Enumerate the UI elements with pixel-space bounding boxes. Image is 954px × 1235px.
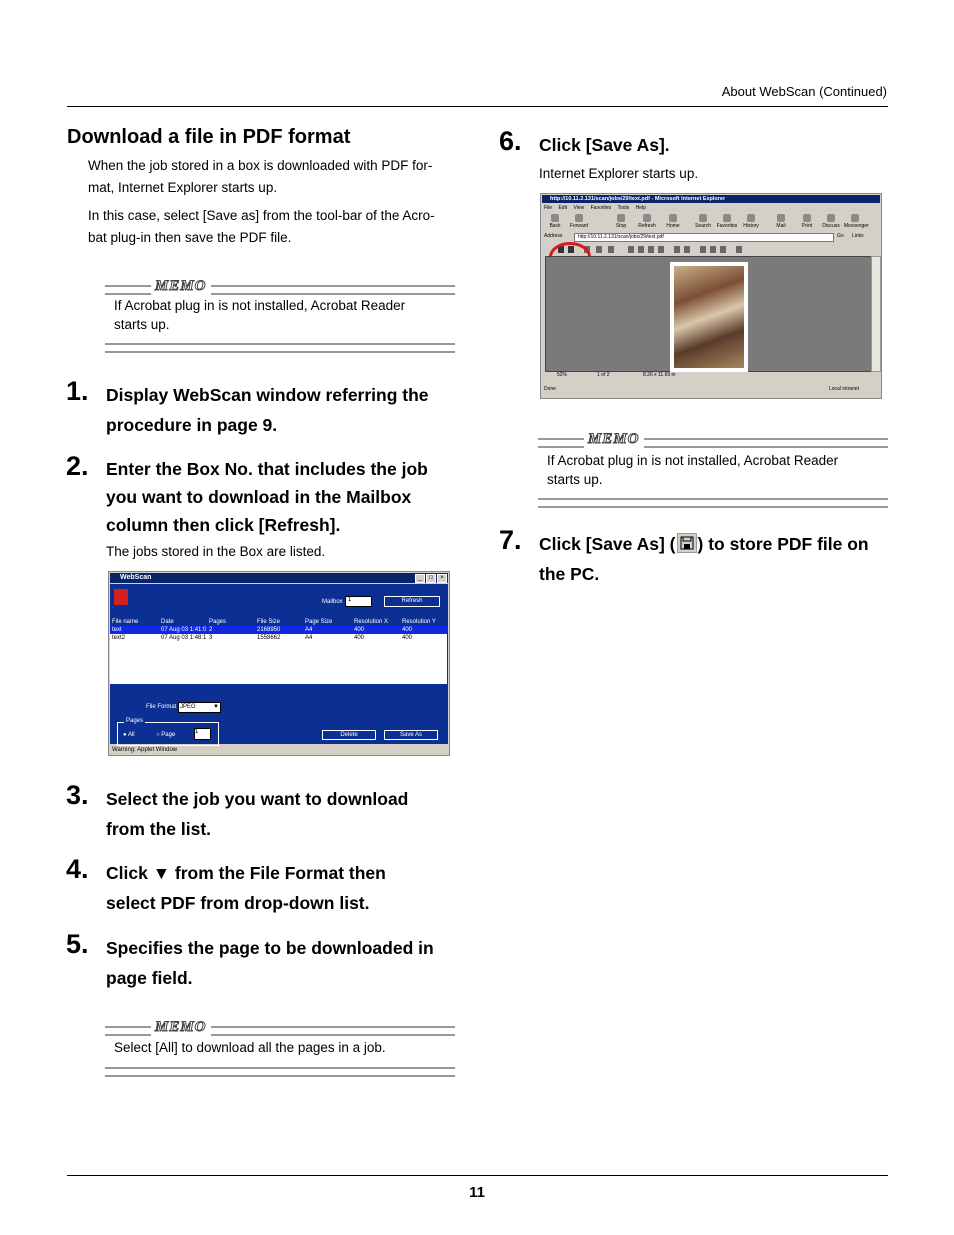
menu-bar [544, 205, 651, 211]
window-title: WebScan [110, 573, 448, 583]
fit-page-icon[interactable] [710, 246, 716, 253]
pdf-viewer-area [545, 256, 873, 372]
running-header: About WebScan (Continued) [721, 84, 887, 99]
status-done: Done [544, 386, 556, 392]
section-title: Download a file in PDF format [67, 126, 351, 148]
job-list [110, 618, 447, 684]
pdf-status-bar [545, 372, 879, 379]
menu-item[interactable]: Tools [617, 205, 630, 211]
step-number: 7. [499, 525, 522, 555]
window-title: http://10.11.2.131/scan/jobs/29/text.pdf - Microsoft Internet Explorer [542, 195, 880, 203]
messenger-button[interactable]: Messenger [844, 214, 866, 229]
fit-width-icon[interactable] [720, 246, 726, 253]
address-bar [544, 233, 878, 241]
table-row[interactable]: text 07 Aug 03 1:41:0 2 2168950 A4 400 400 [110, 626, 447, 634]
discuss-button[interactable]: Discuss [820, 214, 842, 229]
step-2-note: The jobs stored in the Box are listed. [106, 544, 326, 559]
favorites-button[interactable]: Favorites [716, 214, 738, 229]
status-bar: Warning: Applet Window [110, 746, 448, 754]
fiery-logo-icon [114, 589, 128, 605]
memo-text: If Acrobat plug in is not installed, Acrobat Reader starts up. [114, 298, 406, 332]
step-number: 3. [66, 780, 89, 810]
memo-label: MEMO [584, 431, 644, 448]
scanned-photo [674, 266, 744, 368]
all-pages-radio[interactable]: ● All [123, 732, 135, 738]
menu-item[interactable]: Favorites [590, 205, 612, 211]
step-number: 4. [66, 854, 89, 884]
page-number: 11 [469, 1184, 485, 1201]
previous-page-icon[interactable] [638, 246, 644, 253]
menu-item[interactable]: Edit [558, 205, 568, 211]
rotate-icon[interactable] [736, 246, 742, 253]
forward-icon [575, 214, 583, 222]
file-format-label: File Format [146, 704, 177, 710]
zoom-icon[interactable] [596, 246, 602, 253]
home-button[interactable]: Home [662, 214, 684, 229]
save-icon [677, 533, 697, 553]
chevron-down-icon: ▼ [213, 704, 219, 710]
webscan-footer-panel [110, 688, 448, 744]
address-input[interactable]: http://10.11.2.131/scan/jobs/29/text.pdf [574, 233, 834, 242]
mailbox-label: Mailbox [322, 599, 343, 605]
memo-box-3 [538, 431, 888, 508]
file-format-select[interactable]: JPEG ▼ [178, 702, 221, 713]
discuss-icon [827, 214, 835, 222]
forward-button[interactable]: Forward [568, 214, 590, 229]
step-6-note: Internet Explorer starts up. [539, 166, 699, 181]
mailbox-input[interactable]: 1 [345, 596, 372, 607]
print-button[interactable]: Print [796, 214, 818, 229]
step-6-text: Click [Save As]. [539, 135, 670, 155]
memo-text: Select [All] to download all the pages in a job. [114, 1040, 386, 1055]
delete-button[interactable]: Delete [322, 730, 376, 740]
step-5-text: Specifies the page to be downloaded in page field. [106, 938, 434, 988]
footer-rule [67, 1175, 888, 1176]
acrobat-toolbar [544, 245, 878, 255]
search-icon [699, 214, 707, 222]
pages-legend: Pages [126, 718, 144, 724]
memo-label: MEMO [151, 1019, 211, 1036]
menu-item[interactable]: View [573, 205, 585, 211]
step-number: 1. [66, 376, 89, 406]
memo-box-2 [105, 1019, 455, 1076]
messenger-icon [851, 214, 859, 222]
window-controls: _ □ × [414, 574, 447, 583]
browser-status-bar [544, 385, 878, 393]
browser-toolbar [544, 214, 878, 230]
links-button[interactable]: Links [852, 233, 864, 239]
home-icon [669, 214, 677, 222]
page-radio[interactable]: ○ Page [156, 732, 176, 738]
webscan-window-screenshot [108, 571, 450, 756]
print-icon [803, 214, 811, 222]
intro-paragraph-2: In this case, select [Save as] from the tool-bar of the Acro- bat plug-in then save the PDF file. [88, 208, 435, 245]
first-page-icon[interactable] [628, 246, 634, 253]
memo-label: MEMO [151, 278, 211, 295]
header-rule [67, 106, 888, 107]
mail-button[interactable]: Mail [770, 214, 792, 229]
address-label: Address [544, 233, 563, 239]
step-3-text: Select the job you want to download from the list. [106, 789, 409, 839]
pdf-page [670, 262, 748, 372]
actual-size-icon[interactable] [700, 246, 706, 253]
step-number: 2. [66, 451, 89, 481]
stop-icon [617, 214, 625, 222]
favorites-icon [723, 214, 731, 222]
page-input[interactable]: 1 [194, 728, 211, 740]
page-size: 8.26 x 11.69 in [643, 372, 676, 378]
mail-icon [777, 214, 785, 222]
table-row[interactable]: text2 07 Aug 03 1:48:1 3 1558662 A4 400 400 [112, 635, 413, 641]
forward-icon[interactable] [684, 246, 690, 253]
step-7-text: Click [Save As] ( ) to store PDF file on the PC. [539, 534, 869, 584]
step-1-text: Display WebScan window referring the procedure in page 9. [106, 385, 429, 435]
back-icon [551, 214, 559, 222]
select-text-icon[interactable] [608, 246, 614, 253]
internet-explorer-screenshot [540, 193, 882, 399]
history-icon [747, 214, 755, 222]
go-button[interactable]: Go [837, 233, 844, 239]
step-number: 5. [66, 929, 89, 959]
status-zone: Local intranet [829, 386, 860, 392]
last-page-icon[interactable] [658, 246, 664, 253]
refresh-button[interactable]: Refresh [384, 596, 440, 607]
memo-text: If Acrobat plug in is not installed, Acrobat Reader starts up. [547, 453, 839, 487]
memo-box-1 [105, 278, 455, 351]
page-indicator: 1 of 2 [597, 372, 610, 378]
vertical-scrollbar[interactable] [871, 256, 881, 372]
step-4-text: Click ▼ from the File Format then select PDF from drop-down list. [106, 863, 386, 913]
next-page-icon[interactable] [648, 246, 654, 253]
back-button[interactable]: Back [544, 214, 566, 229]
menu-item[interactable]: File [544, 205, 553, 211]
step-number: 6. [499, 126, 522, 156]
step-2-text: Enter the Box No. that includes the job you want to download in the Mailbox column then click [Refresh]. [106, 459, 428, 535]
history-button[interactable]: History [740, 214, 762, 229]
search-button[interactable]: Search [692, 214, 714, 229]
back-icon[interactable] [674, 246, 680, 253]
intro-paragraph-1: When the job stored in a box is downloaded with PDF for- mat, Internet Explorer starts up. [88, 158, 433, 195]
zoom-level[interactable]: 52% [557, 372, 568, 378]
job-list-header: File name Date Pages File Size Page Size Resolution X Resolution Y [110, 618, 447, 626]
refresh-icon [643, 214, 651, 222]
menu-item[interactable]: Help [635, 205, 646, 211]
refresh-button[interactable]: Refresh [636, 214, 658, 229]
save-as-button[interactable]: Save As [384, 730, 438, 740]
stop-button[interactable]: Stop [610, 214, 632, 229]
